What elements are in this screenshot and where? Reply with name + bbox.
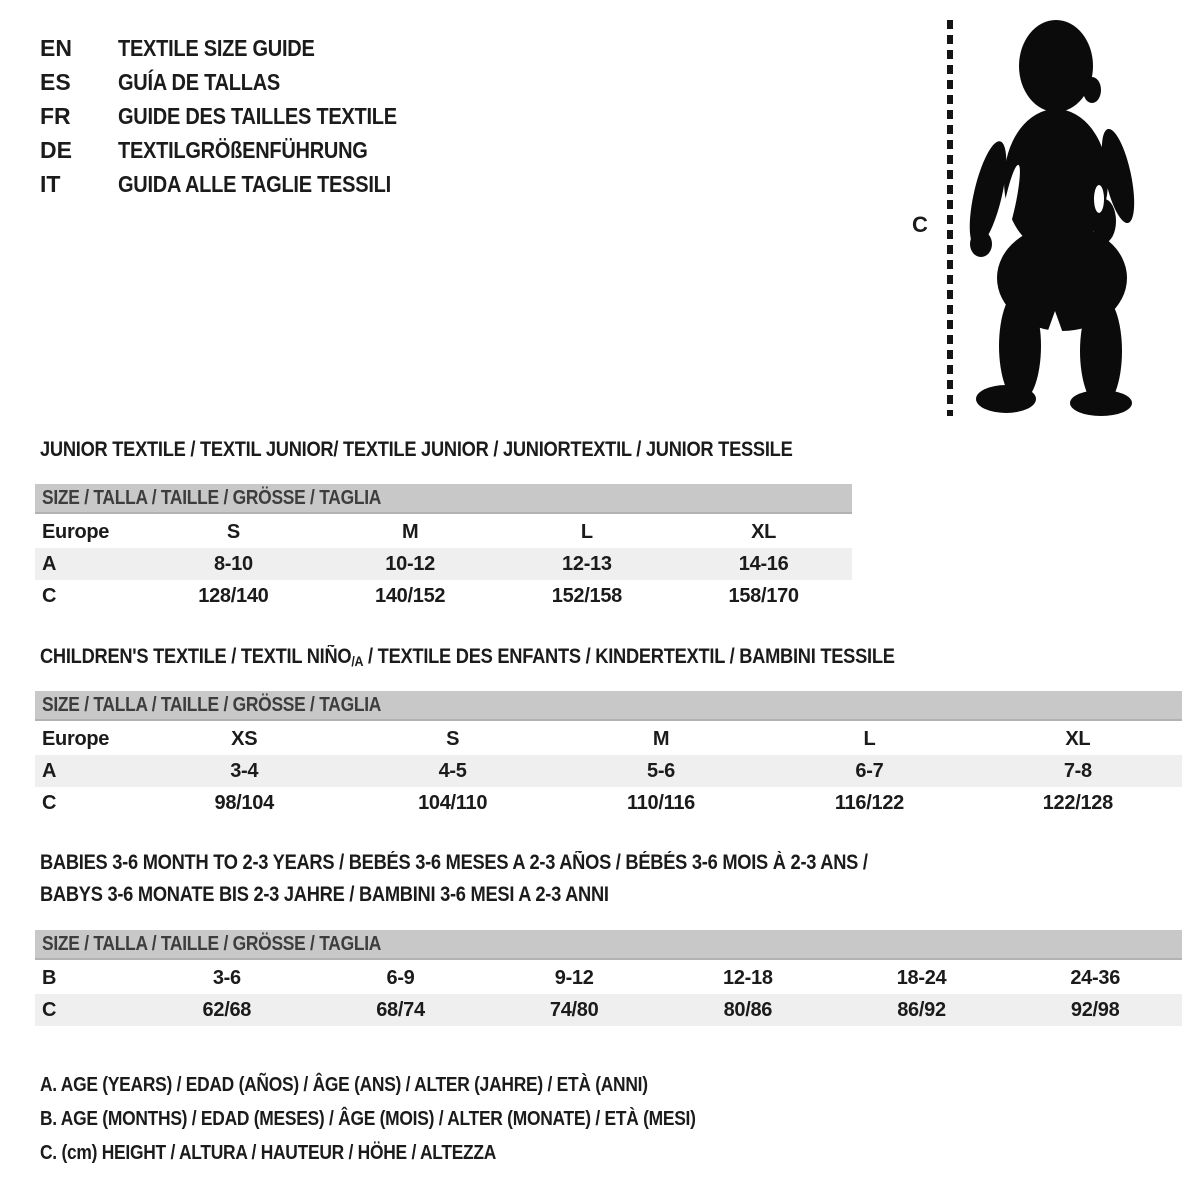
height-cell: 86/92 [897,998,946,1021]
height-cell: 122/128 [1042,791,1113,814]
age-cell: 14-16 [738,552,789,575]
measurement-legend [40,1068,794,1170]
size-cell: S [446,727,460,750]
height-cell: 128/140 [198,584,269,607]
size-cell: L [580,520,593,543]
months-cell: 12-18 [723,966,773,989]
age-cell: 6-7 [855,759,884,782]
table-row-europe [35,723,1182,755]
language-code: EN [40,34,72,61]
guide-title-fr: GUIDE DES TAILLES TEXTILE [118,102,397,129]
height-cell: 140/152 [375,584,446,607]
height-cell: 104/110 [418,791,488,814]
nino-a-subscript: /A [351,654,364,671]
age-cell: 7-8 [1063,759,1092,782]
language-row-fr [40,99,439,133]
language-row-it [40,167,439,201]
row-label: A [42,552,57,575]
height-measure-label: C [912,212,928,237]
size-cell: XL [751,520,777,543]
age-cell: 3-4 [230,759,259,782]
size-header-bar: SIZE / TALLA / TAILLE / GRÖSSE / TAGLIA [35,691,1182,721]
language-row-en [40,31,439,65]
row-label: C [42,791,57,814]
height-cell: 98/104 [214,791,274,814]
height-cell: 158/170 [728,584,799,607]
size-cell: M [652,727,670,750]
section-title-babies: BABIES 3-6 MONTH TO 2-3 YEARS / BEBÉS 3-6 MESES A 2-3 AÑOS / BÉBÉS 3-6 MOIS À 2-3 ANS / BABYS 3-6 MONATE BIS 2-3 JAHRE / BAMBINI 3-6 MESI A 2-3 ANNI [40,851,868,906]
height-dashed-line [947,20,953,416]
language-title-list [40,31,439,201]
row-label: B [42,966,57,989]
height-cell: 62/68 [202,998,252,1021]
size-cell: S [226,520,240,543]
height-cell: 68/74 [376,998,425,1021]
size-header-bar: SIZE / TALLA / TAILLE / GRÖSSE / TAGLIA [35,930,1182,960]
guide-title-de: TEXTILGRÖßENFÜHRUNG [118,136,368,163]
language-row-es [40,65,439,99]
section-title-junior: JUNIOR TEXTILE / TEXTIL JUNIOR/ TEXTILE JUNIOR / JUNIORTEXTIL / JUNIOR TESSILE [40,438,793,461]
age-cell: 10-12 [385,552,435,575]
age-cell: 8-10 [213,552,253,575]
age-cell: 5-6 [647,759,676,782]
height-cell: 92/98 [1070,998,1120,1021]
months-cell: 6-9 [386,966,415,989]
language-code: FR [40,102,71,129]
age-cell: 12-13 [562,552,612,575]
months-cell: 9-12 [554,966,594,989]
row-label: A [42,759,57,782]
legend-line-a: A. AGE (YEARS) / EDAD (AÑOS) / ÂGE (ANS) / ALTER (JAHRE) / ETÀ (ANNI) [40,1074,648,1096]
size-cell: L [863,727,876,750]
legend-line-b: B. AGE (MONTHS) / EDAD (MESES) / ÂGE (MOIS) / ALTER (MONATE) / ETÀ (MESI) [40,1108,696,1130]
guide-title-es: GUÍA DE TALLAS [118,68,280,95]
babies-size-table [35,930,1182,1026]
height-cell: 116/122 [834,791,904,814]
months-cell: 24-36 [1070,966,1121,989]
junior-size-table [35,484,852,612]
size-cell: XL [1065,727,1091,750]
language-row-de [40,133,439,167]
table-row-age [35,548,852,580]
table-row-height [35,787,1182,819]
table-row-height [35,994,1182,1026]
language-code: IT [40,170,61,197]
height-cell: 110/116 [627,791,696,814]
months-cell: 3-6 [212,966,241,989]
table-row-months [35,962,1182,994]
children-size-table [35,691,1182,819]
months-cell: 18-24 [896,966,947,989]
row-label: C [42,584,57,607]
row-label: Europe [42,520,110,543]
language-code: ES [40,68,71,95]
table-row-age [35,755,1182,787]
toddler-silhouette-icon [968,16,1138,420]
size-cell: XS [231,727,258,750]
row-label: Europe [42,727,110,750]
height-cell: 74/80 [549,998,599,1021]
language-code: DE [40,136,72,163]
table-row-height [35,580,852,612]
row-label: C [42,998,57,1021]
height-cell: 152/158 [551,584,622,607]
size-cell: M [401,520,419,543]
guide-title-en: TEXTILE SIZE GUIDE [118,34,315,61]
legend-line-c: C. (cm) HEIGHT / ALTURA / HAUTEUR / HÖHE / ALTEZZA [40,1142,497,1164]
size-header-bar: SIZE / TALLA / TAILLE / GRÖSSE / TAGLIA [35,484,852,514]
table-row-europe [35,516,852,548]
guide-title-it: GUIDA ALLE TAGLIE TESSILI [118,170,391,197]
age-cell: 4-5 [438,759,467,782]
height-cell: 80/86 [723,998,773,1021]
section-title-children: CHILDREN'S TEXTILE / TEXTIL NIÑO/A / TEXTILE DES ENFANTS / KINDERTEXTIL / BAMBINI TESSILE [40,645,895,671]
